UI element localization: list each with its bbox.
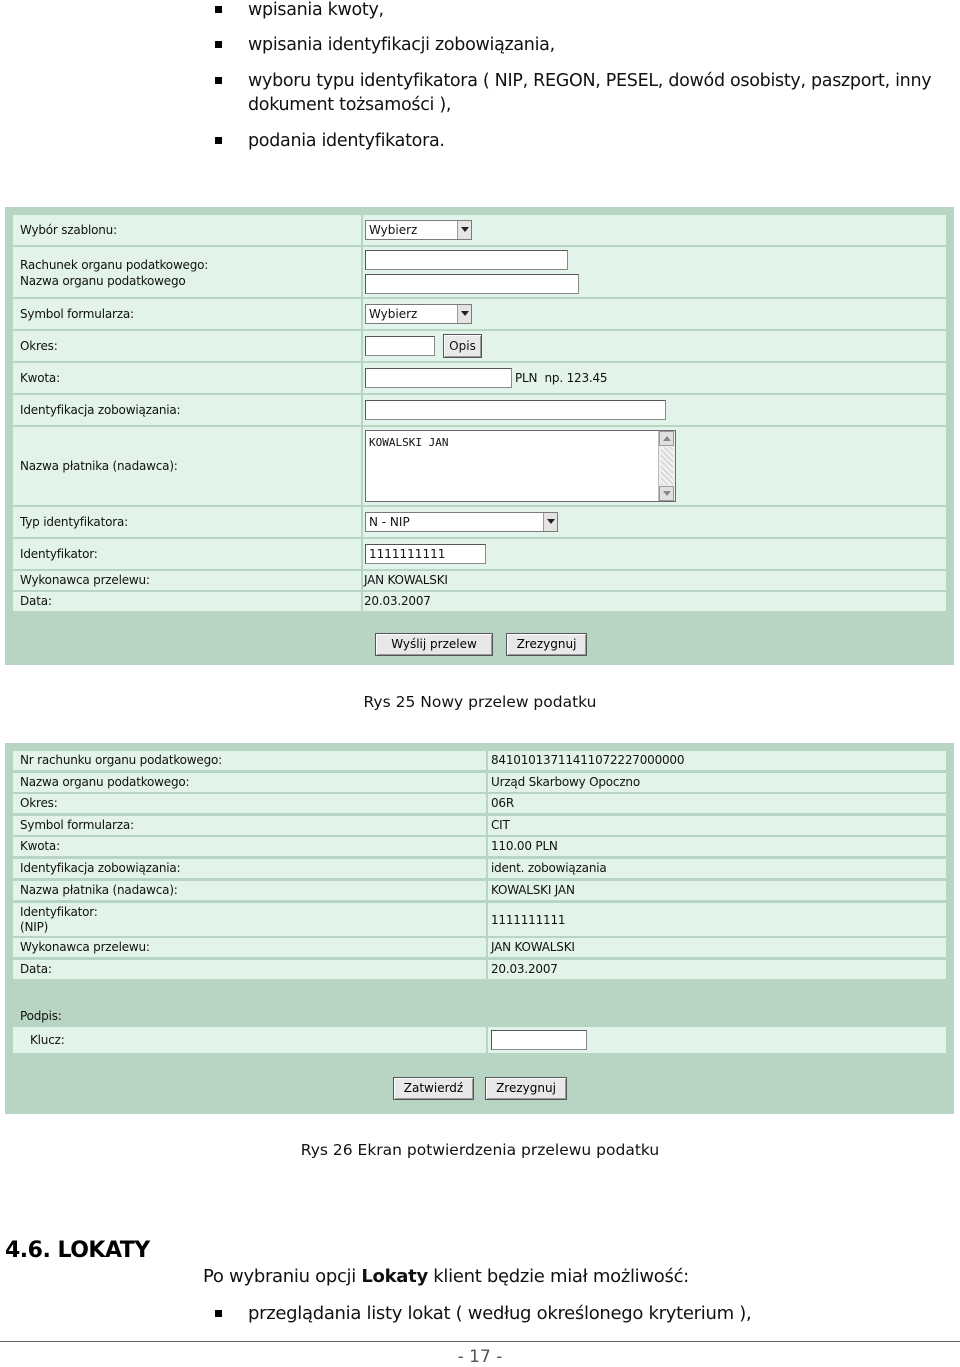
label-podpis: Podpis: bbox=[20, 1009, 62, 1023]
chevron-down-icon bbox=[457, 221, 471, 239]
page-divider bbox=[0, 1341, 960, 1342]
account-number-input[interactable] bbox=[365, 250, 568, 270]
row-value: 20.03.2007 bbox=[491, 962, 558, 976]
list-item: wpisania identyfikacji zobowiązania, bbox=[248, 33, 555, 57]
label-identyfikator: Identyfikator: bbox=[20, 547, 98, 561]
executor-value: JAN KOWALSKI bbox=[364, 573, 448, 587]
row-identyfikator bbox=[13, 539, 946, 569]
label-symbol: Symbol formularza: bbox=[20, 307, 134, 321]
figure-caption: Rys 26 Ekran potwierdzenia przelewu podatku bbox=[300, 1141, 660, 1159]
confirmation-form bbox=[5, 743, 954, 1114]
confirmation-row bbox=[13, 938, 946, 957]
label-szablon: Wybór szablonu: bbox=[20, 223, 117, 237]
row-szablon bbox=[13, 215, 946, 245]
label-rachunek: Rachunek organu podatkowego: bbox=[20, 258, 209, 272]
row-value: ident. zobowiązania bbox=[491, 861, 607, 875]
list-item: wpisania kwoty, bbox=[248, 0, 384, 22]
confirmation-row bbox=[13, 881, 946, 900]
label-kwota: Kwota: bbox=[20, 371, 60, 385]
obligation-id-input[interactable] bbox=[365, 400, 666, 420]
label-wykonawca: Wykonawca przelewu: bbox=[20, 573, 150, 587]
confirmation-row bbox=[13, 859, 946, 878]
row-okres bbox=[13, 331, 946, 361]
row-value: CIT bbox=[491, 818, 510, 832]
row-label: Identyfikator: bbox=[20, 905, 98, 919]
form-symbol-select[interactable]: Wybierz bbox=[365, 304, 472, 324]
row-label: Okres: bbox=[20, 796, 58, 810]
chevron-down-icon bbox=[543, 513, 557, 531]
row-typ bbox=[13, 507, 946, 537]
row-data bbox=[13, 592, 946, 611]
confirmation-row bbox=[13, 837, 946, 856]
row-podpis bbox=[13, 997, 946, 1023]
intro-text: Po wybraniu opcji Lokaty klient będzie miał możliwość: bbox=[203, 1266, 689, 1287]
figure-caption: Rys 25 Nowy przelew podatku bbox=[363, 693, 597, 711]
row-label: Nazwa organu podatkowego: bbox=[20, 775, 190, 789]
bullet-square-icon bbox=[215, 77, 222, 84]
row-label: Nr rachunku organu podatkowego: bbox=[20, 753, 222, 767]
confirmation-row bbox=[13, 773, 946, 792]
section-heading: 4.6. LOKATY bbox=[5, 1238, 150, 1263]
list-item: przeglądania listy lokat ( według określonego kryterium ), bbox=[248, 1302, 751, 1326]
label-nazwa-organu: Nazwa organu podatkowego bbox=[20, 274, 186, 288]
identifier-input[interactable]: 1111111111 bbox=[365, 544, 486, 564]
label-okres: Okres: bbox=[20, 339, 58, 353]
row-value: 06R bbox=[491, 796, 515, 810]
scrollbar[interactable] bbox=[658, 431, 675, 501]
new-transfer-form bbox=[5, 207, 954, 665]
bullet-square-icon bbox=[215, 6, 222, 13]
row-value: Urząd Skarbowy Opoczno bbox=[491, 775, 640, 789]
row-label: Kwota: bbox=[20, 839, 60, 853]
label-klucz: Klucz: bbox=[30, 1033, 65, 1047]
payer-name-textarea[interactable]: KOWALSKI JAN bbox=[365, 430, 676, 502]
row-value: 110.00 PLN bbox=[491, 839, 558, 853]
row-value: 84101013711411072227000000 bbox=[491, 753, 685, 767]
amount-input[interactable] bbox=[365, 368, 512, 388]
amount-hint: PLN np. 123.45 bbox=[515, 371, 608, 385]
row-label: Data: bbox=[20, 962, 52, 976]
row-wykonawca bbox=[13, 571, 946, 590]
cancel-button[interactable]: Zrezygnuj bbox=[485, 1077, 567, 1100]
bullet-square-icon bbox=[215, 137, 222, 144]
row-label: Wykonawca przelewu: bbox=[20, 940, 150, 954]
send-transfer-button[interactable]: Wyślij przelew bbox=[375, 633, 493, 656]
cancel-button[interactable]: Zrezygnuj bbox=[506, 633, 587, 656]
label-platnik: Nazwa płatnika (nadawca): bbox=[20, 459, 178, 473]
row-value: 1111111111 bbox=[491, 913, 566, 927]
row-klucz bbox=[13, 1027, 946, 1053]
tax-office-name-input[interactable] bbox=[365, 274, 579, 294]
scroll-down-icon[interactable] bbox=[659, 486, 674, 501]
page-number: - 17 - bbox=[457, 1347, 503, 1367]
list-item: podania identyfikatora. bbox=[248, 129, 445, 153]
confirmation-row bbox=[13, 960, 946, 979]
bullet-square-icon bbox=[215, 41, 222, 48]
label-identyfikacja: Identyfikacja zobowiązania: bbox=[20, 403, 181, 417]
bullet-square-icon bbox=[215, 1310, 222, 1317]
row-platnik bbox=[13, 427, 946, 505]
confirmation-row bbox=[13, 903, 946, 936]
confirmation-row bbox=[13, 816, 946, 835]
row-label: Nazwa płatnika (nadawca): bbox=[20, 883, 178, 897]
row-rachunek bbox=[13, 247, 946, 297]
row-label: Identyfikacja zobowiązania: bbox=[20, 861, 181, 875]
list-item-continuation: dokument tożsamości ), bbox=[248, 95, 452, 115]
id-type-select[interactable]: N - NIP bbox=[365, 512, 558, 532]
confirm-button[interactable]: Zatwierdź bbox=[393, 1077, 474, 1100]
scroll-up-icon[interactable] bbox=[659, 431, 674, 446]
row-identyfikacja bbox=[13, 395, 946, 425]
row-label-secondary: (NIP) bbox=[20, 920, 49, 934]
date-value: 20.03.2007 bbox=[364, 594, 431, 608]
chevron-down-icon bbox=[457, 305, 471, 323]
row-value: KOWALSKI JAN bbox=[491, 883, 575, 897]
row-label: Symbol formularza: bbox=[20, 818, 134, 832]
row-value: JAN KOWALSKI bbox=[491, 940, 575, 954]
period-input[interactable] bbox=[365, 336, 435, 356]
opis-button[interactable]: Opis bbox=[443, 334, 482, 358]
row-symbol bbox=[13, 299, 946, 329]
list-item: wyboru typu identyfikatora ( NIP, REGON, PESEL, dowód osobisty, paszport, inny bbox=[248, 69, 931, 93]
confirmation-row bbox=[13, 751, 946, 770]
label-typ: Typ identyfikatora: bbox=[20, 515, 128, 529]
label-data: Data: bbox=[20, 594, 52, 608]
row-kwota bbox=[13, 363, 946, 393]
template-select[interactable]: Wybierz bbox=[365, 220, 472, 240]
confirmation-row bbox=[13, 794, 946, 813]
key-input[interactable] bbox=[491, 1030, 587, 1050]
